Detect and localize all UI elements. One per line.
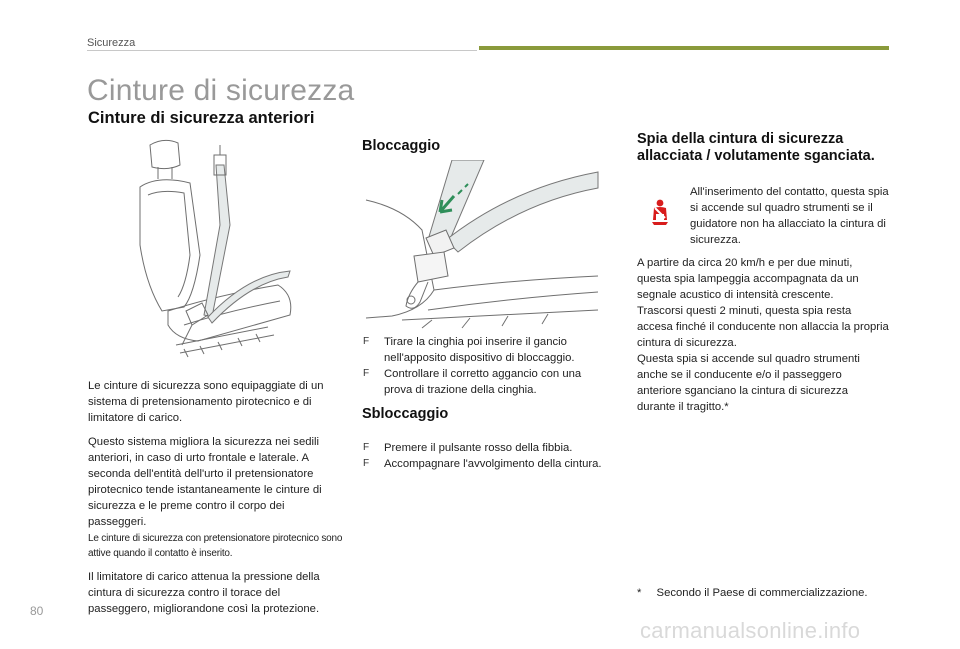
footnote-text: Secondo il Paese di commercializzazione.: [656, 587, 868, 599]
warning-steady-text: Trascorsi questi 2 minuti, questa spia resta accesa finché il conducente non allaccia la propria cintura di sicurezza.: [637, 305, 889, 349]
seatbelt-warning-icon: [646, 198, 674, 226]
page-title: Cinture di sicurezza: [87, 74, 355, 107]
pretensioner-note: Le cinture di sicurezza con pretensionatore pirotecnico sono attive quando il contatto è inserito.: [88, 533, 343, 559]
lock-step: F Tirare la cinghia poi inserire il gancio nell'apposito dispositivo di bloccaggio.: [363, 336, 575, 364]
pretensioner-description: Questo sistema migliora la sicurezza nei sedili anteriori, in caso di urto frontale e laterale. A seconda dell'entità dell'urto il pretensionatore pirotecnico tende istantaneamente le cinture di sicurezza e le preme contro il corpo dei passeggeri.: [88, 436, 322, 528]
pretensioner-intro: Le cinture di sicurezza sono equipaggiate di un sistema di pretensionamento pirotecnico e di limitatore di carico.: [88, 380, 324, 424]
warning-light-heading: Spia della cintura di sicurezza allacciata / volutamente sganciata.: [637, 131, 875, 164]
unlock-instructions: [362, 440, 604, 472]
seat-belt-illustration: [128, 135, 328, 365]
footnote-mark: *: [637, 587, 642, 599]
unlock-step: F Accompagnare l'avvolgimento della cintura.: [363, 458, 602, 470]
left-column: [88, 378, 343, 617]
lock-step: F Controllare il corretto aggancio con una prova di trazione della cinghia.: [363, 368, 582, 396]
page-number: 80: [30, 604, 44, 618]
warning-unbuckle-text: Questa spia si accende sul quadro strumenti anche se il conducente e/o il passeggero anteriore sganciano la cintura di sicurezza durante il tragitto.*: [637, 353, 860, 413]
section-label: Sicurezza: [87, 37, 136, 49]
header-rule: [87, 50, 477, 51]
footnote: [637, 585, 897, 601]
buckle-lock-illustration: [362, 160, 602, 330]
bullet-icon: F: [363, 336, 370, 347]
bullet-icon: F: [363, 442, 370, 453]
unlock-step: F Premere il pulsante rosso della fibbia.: [363, 442, 573, 454]
watermark: carmanualsonline.info: [640, 618, 861, 643]
header-accent-bar: [479, 46, 889, 50]
warning-light-description: All'inserimento del contatto, questa spia si accende sul quadro strumenti se il guidatore non ha allacciato la cintura di sicurezza.: [690, 186, 889, 246]
lock-heading: Bloccaggio: [362, 138, 441, 154]
lock-instructions: [362, 334, 604, 398]
section-heading-front-belts: Cinture di sicurezza anteriori: [88, 109, 315, 127]
warning-blink-text: A partire da circa 20 km/h e per due minuti, questa spia lampeggia accompagnata da un segnale acustico di intensità crescente.: [637, 257, 859, 301]
unlock-heading: Sbloccaggio: [362, 406, 449, 422]
bullet-icon: F: [363, 368, 370, 379]
load-limiter-description: Il limitatore di carico attenua la pressione della cintura di sicurezza contro il torace del passeggero, migliorandone così la protezione.: [88, 571, 320, 615]
warning-light-details: [637, 255, 889, 415]
bullet-icon: F: [363, 458, 370, 469]
